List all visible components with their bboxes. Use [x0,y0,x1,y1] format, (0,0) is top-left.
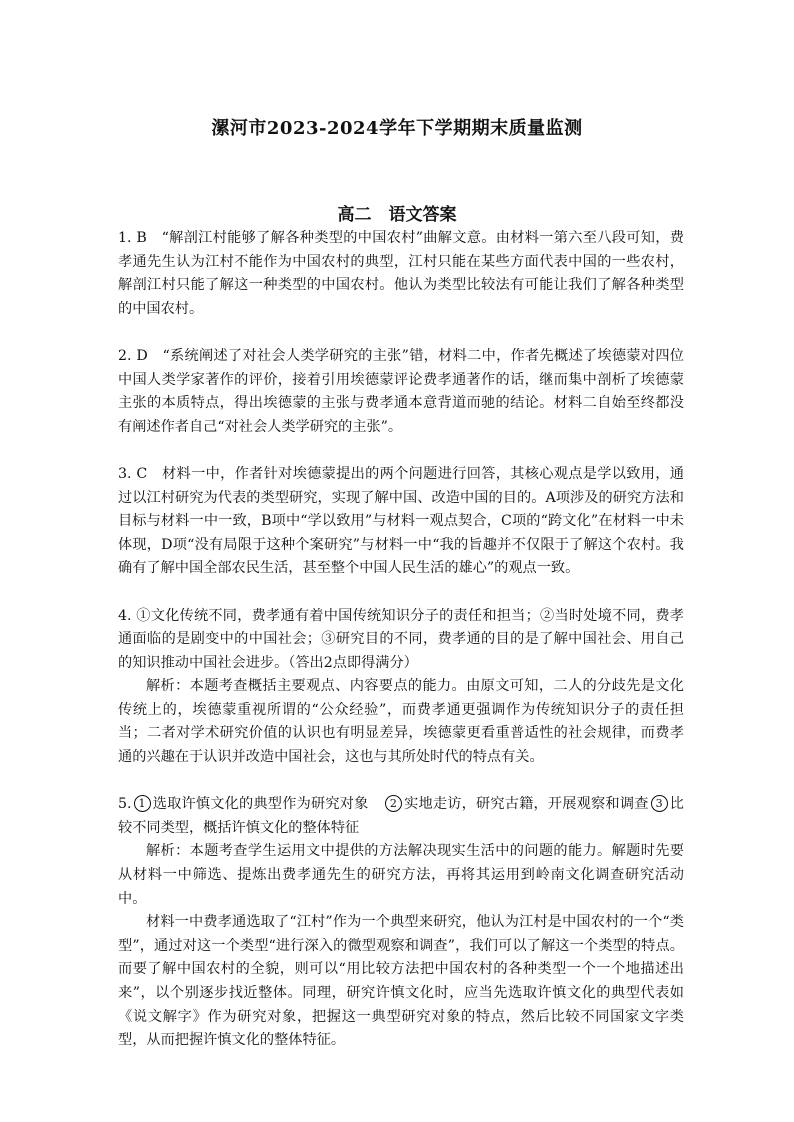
answer-body [118,227,684,1053]
document-title: 漯河市2023-2024学年下学期期末质量监测 [211,118,583,139]
circled-number-1: 1 [134,795,151,812]
answer-5 [118,793,684,840]
answer-4: 4. ①文化传统不同，费孝通有着中国传统知识分子的责任和担当；②当时处境不同，费孝通面临的是剧变中的中国社会；③研究目的不同，费孝通的目的是了解中国社会、用自己的知识推动中国社会进步。（答出2点即得满分） [118,607,684,671]
answer-5-explanation: 材料一中费孝通选取了“江村”作为一个典型来研究，他认为江村是中国农村的一个“类型”，通过对这一个类型“进行深入的微型观察和调查”，我们可以了解这一个类型的特点。而要了解中国农村的全貌，则可以“用比较方法把中国农村的各种类型一个一个地描述出来”，以个别逐步找近整体。同理，研究许慎文化时，应当先选取许慎文化的典型代表如《说文解字》作为研究对象，把握这一典型研究对象的特点，然后比较不同国家文字类型，从而把握许慎文化的整体特征。 [118,914,684,1049]
answer-1: 1. B “解剖江村能够了解各种类型的中国农村”曲解文意。由材料一第六至八段可知，费孝通先生认为江村不能作为中国农村的典型，江村只能在某些方面代表中国的一些农村，解剖江村只能了解这一种类型的中国农村。他认为类型比较法有可能让我们了解各种类型的中国农村。 [118,230,684,317]
answer-5-point-2: 实地走访，研究古籍，开展观察和调查 [403,796,649,813]
answer-3: 3. C 材料一中，作者针对埃德蒙提出的两个问题进行回答，其核心观点是学以致用，通过以江村研究为代表的类型研究，实现了解中国、改造中国的目的。A项涉及的研究方法和目标与材料一中一致，B项中“学以致用”与材料一观点契合，C项的“跨文化”在材料一中未体现，D项“没有局限于这种个案研究”与材料一中“我的旨趣并不仅限于了解这个农村。我确有了解中国全部农民生活，甚至整个中国人民生活的雄心”的观点一致。 [118,465,684,577]
answer-2: 2. D “系统阐述了对社会人类学研究的主张”错，材料二中，作者先概述了埃德蒙对四位中国人类学家著作的评价，接着引用埃德蒙评论费孝通著作的话，继而集中剖析了埃德蒙主张的本质特点，得出埃德蒙的主张与费孝通本意背道而驰的结论。材料二自始至终都没有阐述作者自己“对社会人类学研究的主张”。 [118,347,684,435]
circled-number-2: 2 [385,795,402,812]
answer-5-analysis: 解析：本题考查学生运用文中提供的方法解决现实生活中的问题的能力。解题时先要从材料一中筛选、提炼出费孝通先生的研究方法，再将其运用到岭南文化调查研究活动中。 [118,843,684,907]
section-subtitle: 高二 语文答案 [337,205,457,225]
answer-5-point-1: 选取许慎文化的典型作为研究对象 [152,796,383,813]
answer-5-point-3: 比较不同类型，概括许慎文化的整体特征 [118,796,684,836]
answer-4-analysis: 解析：本题考查概括主要观点、内容要点的能力。由原文可知，二人的分歧先是文化传统上的，埃德蒙重视所谓的“公众经验”，而费孝通更强调作为传统知识分子的责任担当；二者对学术研究价值的认识也有明显差异，埃德蒙更看重普适性的社会规律，而费孝通的兴趣在于认识并改造中国社会，这也与其所处时代的特点有关。 [118,678,684,766]
answer-5-prefix: 5. [118,796,132,813]
circled-number-3: 3 [651,795,668,812]
